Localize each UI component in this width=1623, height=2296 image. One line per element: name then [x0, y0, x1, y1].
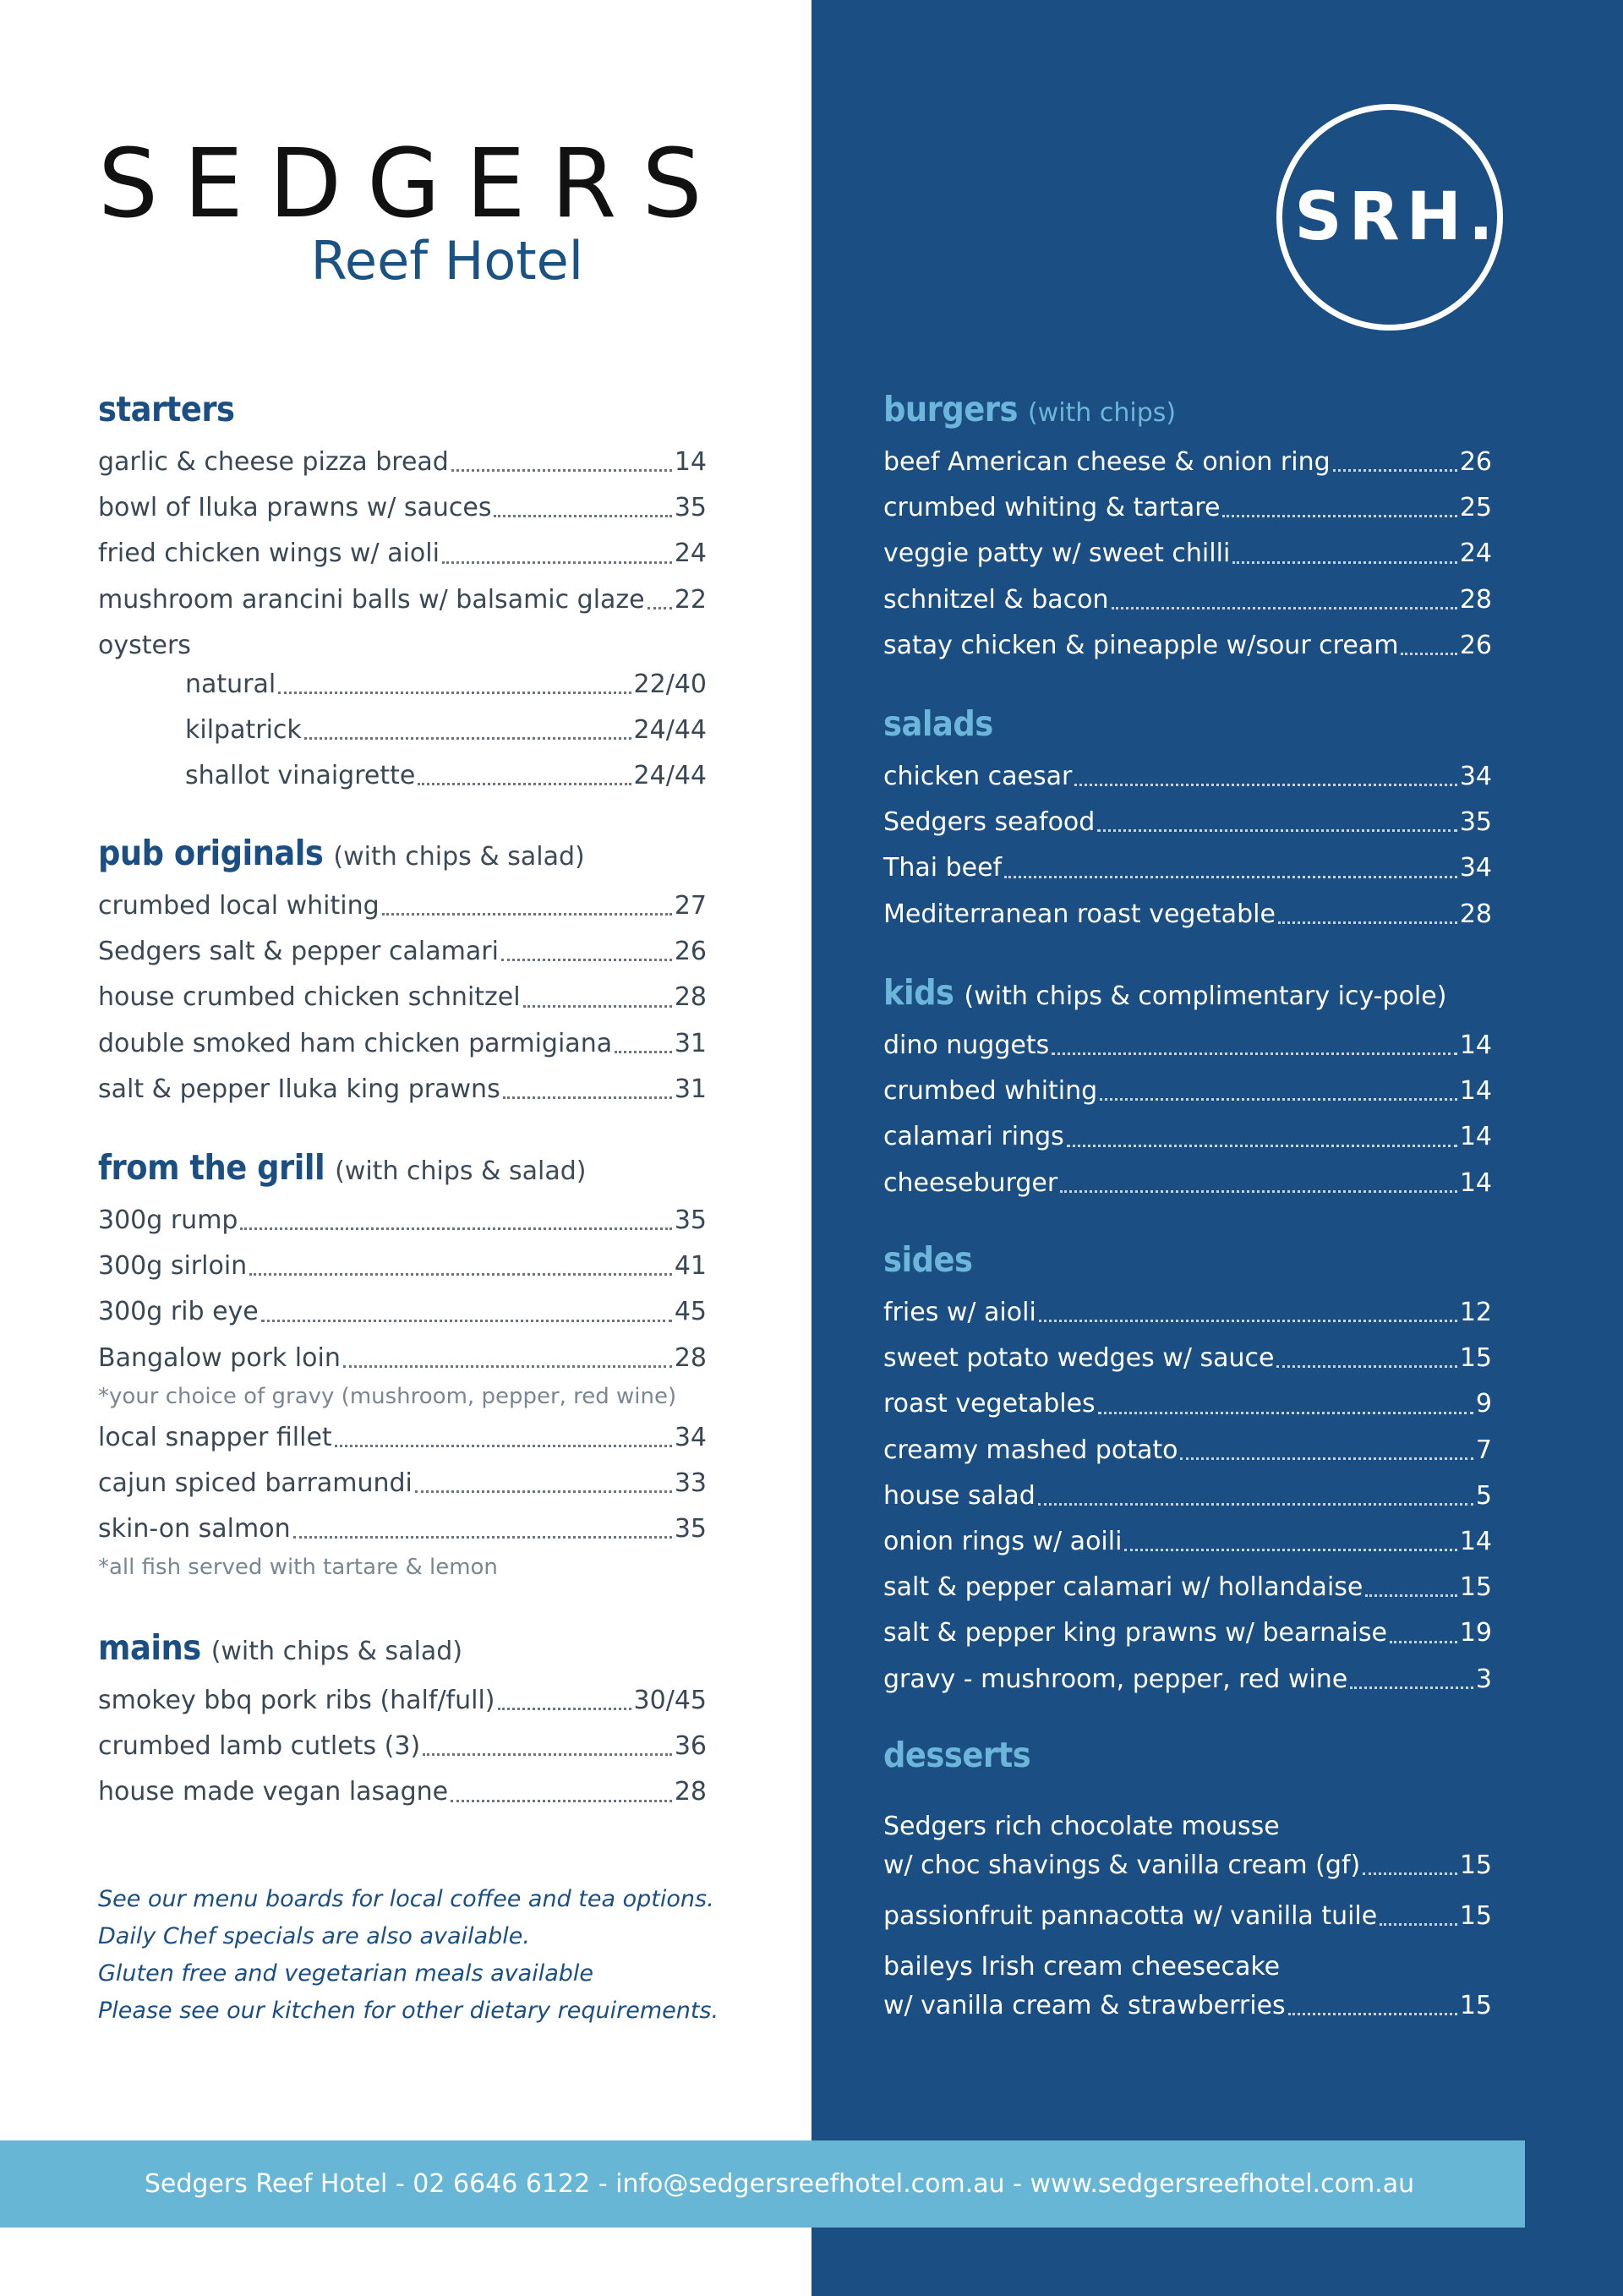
item-price: 35: [674, 1514, 707, 1544]
item-name: dino nuggets: [883, 1030, 1050, 1060]
menu-item: [883, 1428, 1492, 1473]
contact-info: Sedgers Reef Hotel - 02 6646 6122 - info@sedgersreefhotel.com.au - www.sedgersreefhotel.com.au: [144, 2169, 1415, 2199]
dot-leader: [1390, 1641, 1457, 1643]
section-note: (with chips & salad): [333, 842, 585, 872]
dessert-item: [883, 1807, 1492, 1885]
dot-leader: [1098, 1412, 1473, 1414]
section-title: from the grill: [98, 1147, 325, 1188]
item-name: Bangalow pork loin: [98, 1342, 341, 1373]
dot-leader: [423, 1753, 672, 1756]
item-name-line2: [883, 1987, 1492, 2025]
logo-text: SRH.: [1294, 179, 1500, 255]
item-name: calamari rings: [883, 1122, 1064, 1152]
section-note: (with chips): [1027, 398, 1177, 428]
item-name: 300g rib eye: [98, 1297, 259, 1327]
item-price: 15: [1459, 1343, 1492, 1374]
menu-item: [883, 1336, 1492, 1381]
menu-item: [883, 754, 1492, 800]
item-name: Mediterranean roast vegetable: [883, 899, 1276, 929]
item-name: gravy - mushroom, pepper, red wine: [883, 1664, 1348, 1694]
section-title: desserts: [883, 1735, 1031, 1775]
dot-leader: [1380, 1923, 1457, 1926]
item-price: 5: [1475, 1480, 1492, 1511]
item-price: 24/44: [633, 714, 707, 745]
item-name: satay chicken & pineapple w/sour cream: [883, 630, 1399, 660]
item-name: bowl of Iluka prawns w/ sauces: [98, 493, 492, 523]
dot-leader: [442, 561, 672, 564]
section-header: [98, 1147, 707, 1198]
item-price: 14: [1459, 1076, 1492, 1107]
dietary-notes: [98, 1881, 724, 2030]
item-name: house crumbed chicken schnitzel: [98, 982, 521, 1013]
menu-item: [883, 892, 1492, 938]
dot-leader: [494, 515, 671, 517]
item-name: salt & pepper calamari w/ hollandaise: [883, 1572, 1363, 1603]
item-price: 14: [1459, 1526, 1492, 1556]
menu-item: [883, 1610, 1492, 1656]
dot-leader: [648, 607, 672, 610]
item-price: 24: [1459, 538, 1492, 569]
item-price: 7: [1475, 1435, 1492, 1465]
item-price: 22/40: [633, 669, 707, 699]
dot-leader: [1039, 1320, 1457, 1322]
dot-leader: [451, 469, 672, 472]
dessert-item: [883, 1897, 1492, 1936]
dot-leader: [240, 1227, 671, 1230]
item-name: cajun spiced barramundi: [98, 1468, 413, 1498]
menu-item: [883, 485, 1492, 531]
item-name: onion rings w/ aoili: [883, 1526, 1123, 1556]
item-price: 14: [1459, 1030, 1492, 1060]
item-name: fries w/ aioli: [883, 1298, 1036, 1327]
section-kids: [883, 972, 1492, 1206]
item-name: skin-on salmon: [98, 1514, 291, 1544]
item-name: crumbed whiting & tartare: [883, 493, 1221, 523]
dessert-item: [883, 1948, 1492, 2025]
menu-item: [883, 577, 1492, 623]
menu-item: [98, 1198, 707, 1244]
item-price: 31: [674, 1028, 707, 1058]
menu-item: [98, 577, 707, 623]
item-name: Thai beef: [883, 853, 1003, 883]
section-header: [98, 1627, 707, 1678]
menu-item: [883, 531, 1492, 577]
gravy-note: *your choice of gravy (mushroom, pepper, red wine): [98, 1383, 677, 1409]
item-price: 31: [674, 1074, 707, 1104]
item-name: w/ choc shavings & vanilla cream (gf): [883, 1850, 1361, 1880]
menu-item: [883, 1565, 1492, 1610]
contact-bar: [0, 2140, 1525, 2228]
item-price: 28: [674, 982, 707, 1013]
brand-logo: [98, 129, 728, 292]
section-note: (with chips & complimentary icy-pole): [964, 981, 1447, 1011]
menu-item: [98, 1769, 707, 1815]
item-name: house salad: [883, 1480, 1036, 1511]
item-price: 28: [674, 1342, 707, 1373]
menu-item: [883, 1290, 1492, 1336]
item-name: crumbed local whiting: [98, 891, 380, 921]
brand-name: SEDGERS: [98, 129, 728, 239]
note-line: Please see our kitchen for other dietary requirements.: [98, 1998, 719, 2024]
dot-leader: [1097, 829, 1456, 832]
note-line: See our menu boards for local coffee and tea options.: [98, 1886, 714, 1912]
dot-leader: [278, 692, 631, 694]
dot-leader: [1112, 607, 1457, 610]
item-name: w/ vanilla cream & strawberries: [883, 1991, 1286, 2020]
dot-leader: [498, 1708, 631, 1710]
srh-circle-logo: [1276, 104, 1503, 331]
item-name: house made vegan lasagne: [98, 1777, 449, 1807]
section-title: starters: [98, 389, 235, 429]
dot-leader: [1052, 1052, 1457, 1055]
menu-item: [98, 485, 707, 531]
item-name: 300g rump: [98, 1205, 238, 1235]
section-header: [883, 703, 1492, 754]
item-name: mushroom arancini balls w/ balsamic glaze: [98, 584, 645, 615]
menu-item: [98, 1678, 707, 1724]
item-name: natural: [185, 669, 276, 699]
item-price: 28: [1459, 899, 1492, 929]
dot-leader: [249, 1273, 672, 1276]
dot-leader: [1401, 653, 1456, 655]
menu-item: [98, 1724, 707, 1769]
item-price: 34: [1459, 762, 1492, 791]
fish-note: *all fish served with tartare & lemon: [98, 1555, 498, 1581]
item-price: 19: [1459, 1618, 1492, 1648]
section-salads: [883, 703, 1492, 938]
section-title: mains: [98, 1627, 201, 1668]
menu-item: [883, 1114, 1492, 1160]
dot-leader: [501, 959, 672, 961]
dot-leader: [615, 1051, 672, 1053]
dot-leader: [382, 913, 672, 916]
item-price: 9: [1475, 1389, 1492, 1419]
dot-leader: [304, 737, 631, 740]
item-name: smokey bbq pork ribs (half/full): [98, 1686, 495, 1715]
item-name: veggie patty w/ sweet chilli: [883, 538, 1231, 569]
section-title: salads: [883, 703, 993, 744]
item-price: 35: [1459, 807, 1492, 838]
item-price: 28: [674, 1777, 707, 1807]
dot-leader: [1067, 1145, 1457, 1147]
item-price: 26: [1459, 630, 1492, 660]
menu-item: [883, 1069, 1492, 1114]
item-price: 34: [674, 1422, 707, 1452]
section-title: burgers: [883, 389, 1018, 429]
item-name: crumbed whiting: [883, 1076, 1098, 1107]
item-name-line: [883, 1897, 1492, 1936]
item-price: 45: [674, 1297, 707, 1327]
item-name-line1: baileys Irish cream cheesecake: [883, 1952, 1281, 1982]
item-name: oysters: [98, 630, 191, 660]
item-name: schnitzel & bacon: [883, 584, 1109, 615]
menu-item: [883, 800, 1492, 845]
menu-item: [883, 845, 1492, 891]
section-header: [98, 389, 707, 440]
item-price: 14: [1459, 1122, 1492, 1152]
item-price: 26: [674, 937, 707, 967]
item-price: 27: [674, 891, 707, 921]
item-price: 35: [674, 493, 707, 523]
section-note: (with chips & salad): [335, 1156, 587, 1186]
item-price: 34: [1459, 853, 1492, 883]
menu-item-oyster: [98, 753, 707, 799]
brand-subtitle: Reef Hotel: [310, 230, 583, 292]
item-name: double smoked ham chicken parmigiana: [98, 1028, 613, 1058]
menu-item-oyster: [98, 708, 707, 753]
menu-item: [98, 440, 707, 485]
menu-item: [98, 531, 707, 577]
item-price: 33: [674, 1468, 707, 1498]
menu-item: [883, 440, 1492, 485]
menu-item-oyster: [98, 662, 707, 708]
dot-leader: [293, 1536, 672, 1539]
dot-leader: [1232, 561, 1457, 564]
dot-leader: [343, 1365, 672, 1368]
menu-item: [883, 1657, 1492, 1703]
dot-leader: [1180, 1457, 1473, 1460]
section-desserts: [883, 1735, 1492, 2025]
item-name: garlic & cheese pizza bread: [98, 447, 449, 477]
item-name: Sedgers salt & pepper calamari: [98, 937, 499, 967]
menu-item: [883, 1519, 1492, 1565]
dot-leader: [1004, 876, 1457, 878]
section-mains: [98, 1627, 707, 1816]
item-price: 14: [1459, 1167, 1492, 1198]
item-name-line2: [883, 1846, 1492, 1885]
section-header: [883, 389, 1492, 440]
item-name: shallot vinaigrette: [185, 761, 416, 791]
item-name: local snapper fillet: [98, 1422, 332, 1452]
item-price: 15: [1459, 1572, 1492, 1603]
item-name: salt & pepper king prawns w/ bearnaise: [883, 1618, 1387, 1648]
dot-leader: [261, 1320, 672, 1322]
item-price: 15: [1459, 1850, 1492, 1880]
dot-leader: [335, 1445, 672, 1447]
dot-leader: [1038, 1503, 1473, 1506]
dot-leader: [451, 1800, 672, 1802]
item-price: 35: [674, 1205, 707, 1235]
section-sides: [883, 1239, 1492, 1703]
section-starters: [98, 389, 707, 799]
dot-leader: [1333, 469, 1457, 472]
dot-leader: [1365, 1594, 1456, 1597]
item-price: 24: [674, 538, 707, 569]
item-price: 28: [1459, 584, 1492, 615]
section-header: [883, 1239, 1492, 1290]
item-price: 14: [674, 447, 707, 477]
item-price: 3: [1475, 1664, 1492, 1694]
dot-leader: [1124, 1549, 1456, 1551]
section-title: sides: [883, 1239, 973, 1280]
item-name: roast vegetables: [883, 1389, 1096, 1419]
item-name: passionfruit pannacotta w/ vanilla tuile: [883, 1901, 1378, 1931]
dot-leader: [1288, 2013, 1457, 2015]
section-header: [883, 1735, 1492, 1807]
item-name: beef American cheese & onion ring: [883, 447, 1331, 477]
dot-leader: [1278, 921, 1457, 924]
note-line: Daily Chef specials are also available.: [98, 1923, 530, 1949]
menu-item: [98, 1021, 707, 1067]
section-note: (with chips & salad): [210, 1637, 463, 1666]
item-price: 24/44: [633, 761, 707, 791]
dot-leader: [415, 1490, 672, 1493]
item-price: 12: [1459, 1298, 1492, 1327]
item-name: kilpatrick: [185, 714, 302, 745]
menu-item: [98, 1336, 707, 1381]
item-price: 15: [1459, 1991, 1492, 2020]
item-name: sweet potato wedges w/ sauce: [883, 1343, 1275, 1374]
menu-item: [883, 1161, 1492, 1206]
dot-leader: [1074, 784, 1456, 786]
item-name: salt & pepper Iluka king prawns: [98, 1074, 500, 1104]
section-title: kids: [883, 972, 954, 1013]
item-price: 30/45: [633, 1686, 707, 1715]
dot-leader: [1363, 1872, 1457, 1875]
menu-item: [98, 1415, 707, 1461]
menu-item: [98, 1461, 707, 1506]
menu-item: [98, 1244, 707, 1289]
section-burgers: [883, 389, 1492, 669]
menu-item: [98, 883, 707, 929]
dot-leader: [1060, 1190, 1457, 1193]
item-price: 25: [1459, 493, 1492, 523]
menu-item: [883, 1381, 1492, 1427]
section-title: pub originals: [98, 833, 324, 873]
item-name: creamy mashed potato: [883, 1435, 1178, 1465]
dot-leader: [418, 783, 631, 785]
item-name: crumbed lamb cutlets (3): [98, 1731, 421, 1762]
item-name-line1: Sedgers rich chocolate mousse: [883, 1812, 1280, 1841]
item-price: 36: [674, 1731, 707, 1762]
item-name: Sedgers seafood: [883, 807, 1096, 838]
menu-item: [883, 623, 1492, 669]
dot-leader: [523, 1005, 672, 1008]
oysters-label: [98, 623, 707, 662]
section-header: [98, 833, 707, 883]
item-name: chicken caesar: [883, 762, 1073, 791]
item-price: 22: [674, 584, 707, 615]
item-price: 41: [674, 1251, 707, 1282]
section-from-the-grill: [98, 1147, 707, 1586]
note-line: Gluten free and vegetarian meals available: [98, 1960, 594, 1987]
menu-item: [883, 1023, 1492, 1069]
section-header: [883, 972, 1492, 1023]
dot-leader: [1276, 1365, 1456, 1368]
dot-leader: [1222, 515, 1456, 517]
menu-item: [98, 1289, 707, 1335]
item-name: 300g sirloin: [98, 1251, 248, 1282]
menu-item: [98, 975, 707, 1020]
dot-leader: [1350, 1686, 1473, 1689]
dot-leader: [503, 1096, 672, 1099]
menu-item: [98, 1067, 707, 1112]
item-name: cheeseburger: [883, 1167, 1058, 1198]
menu-item: [98, 929, 707, 975]
section-pub-originals: [98, 833, 707, 1112]
item-price: 15: [1459, 1901, 1492, 1931]
item-price: 26: [1459, 447, 1492, 477]
item-name: fried chicken wings w/ aioli: [98, 538, 440, 569]
menu-item: [98, 1506, 707, 1552]
dot-leader: [1100, 1098, 1457, 1101]
menu-item: [883, 1473, 1492, 1519]
